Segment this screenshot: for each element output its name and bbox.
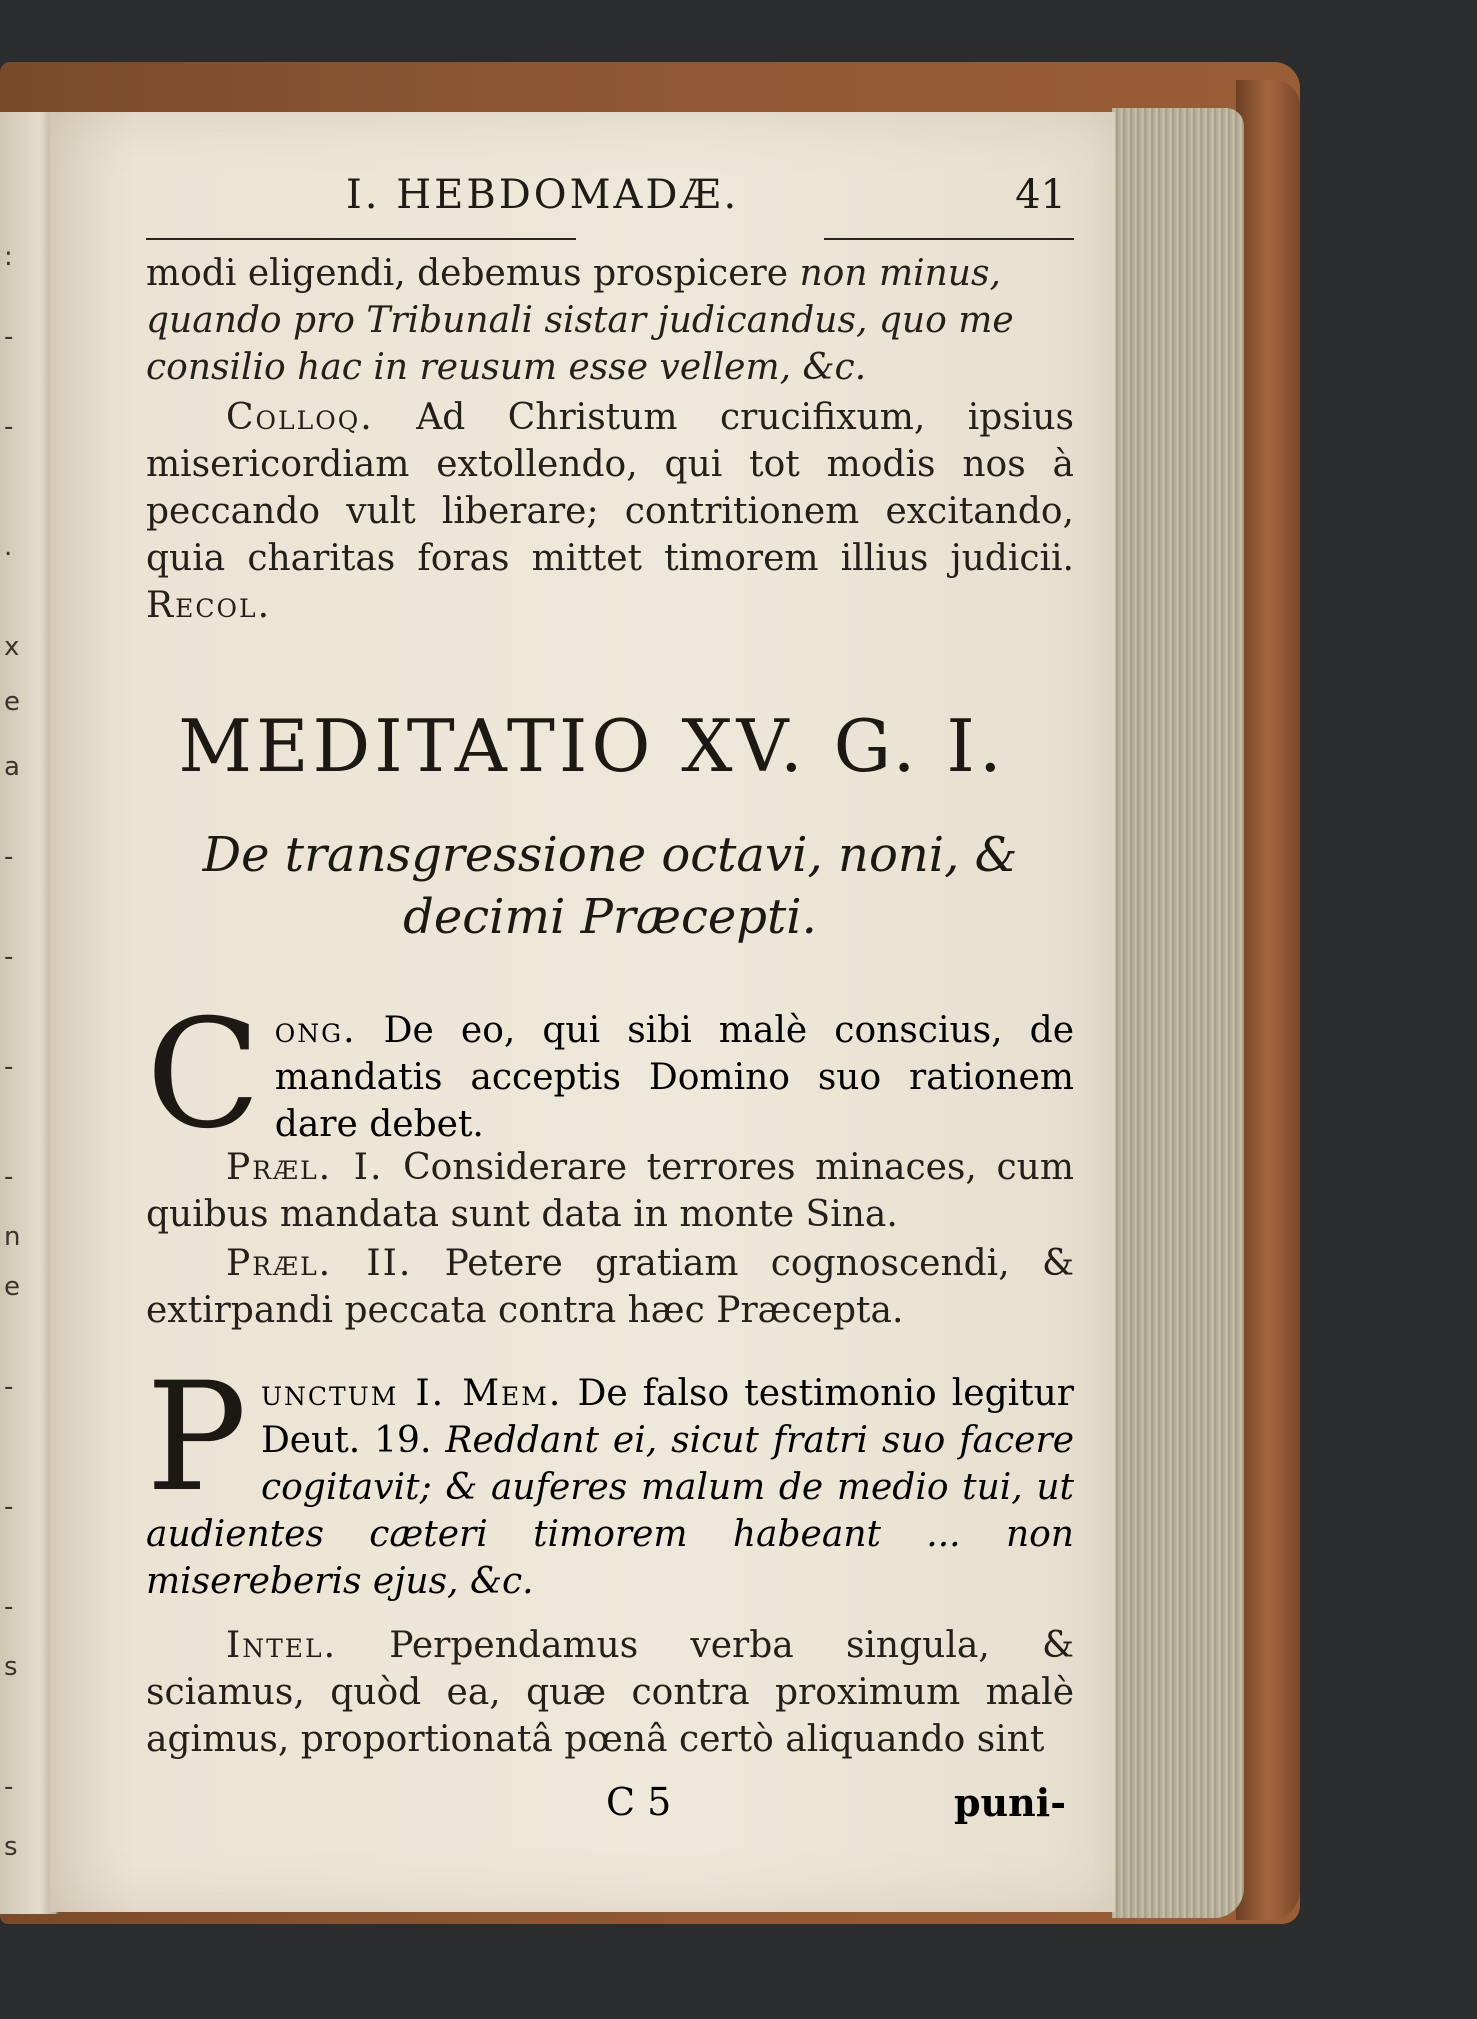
prev-page-mark: : <box>4 242 13 272</box>
prael-2-paragraph <box>146 1240 1074 1334</box>
prael-label: Præl. I. <box>226 1147 384 1188</box>
recol-label: Recol. <box>146 585 272 626</box>
book-spine-edge <box>1236 80 1300 1920</box>
prev-page-mark: - <box>4 412 14 442</box>
intel-text: Perpendamus verba singula, & sciamus, quòd ea, quæ contra proximum malè agimus, proportionatâ pœnâ certò aliquando sint <box>146 1625 1074 1760</box>
prev-page-mark: s <box>4 1652 18 1682</box>
page-number: 41 <box>1015 172 1066 218</box>
prev-page-mark: s <box>4 1832 18 1862</box>
prev-page-mark: - <box>4 1772 14 1802</box>
head-rule <box>824 238 1074 240</box>
signature-mark: C 5 <box>606 1780 672 1824</box>
page-fore-edge <box>1112 108 1244 1918</box>
prev-page-mark: - <box>4 1162 14 1192</box>
intro-italic: quando pro Tribunali sistar judicandus, quo me <box>146 300 1014 341</box>
intro-text: modi eligendi, debemus prospicere <box>146 253 800 294</box>
running-head <box>146 172 1074 232</box>
punctum-text: De falso testimonio legitur Deut. 19. <box>260 1373 1074 1461</box>
prev-page-mark: x <box>4 632 20 662</box>
prev-page-mark: - <box>4 322 14 352</box>
prael-label: Præl. II. <box>226 1243 413 1284</box>
colloquium-paragraph <box>146 394 1074 629</box>
meditation-title: MEDITATIO XV. G. I. <box>178 704 1006 788</box>
meditation-subtitle: De transgressione octavi, noni, & decimi Præcepti. <box>202 827 1018 945</box>
cong-text: De eo, qui sibi malè conscius, de mandatis acceptis Domino suo rationem dare debet. <box>274 1010 1074 1145</box>
catchline <box>146 1780 1074 1830</box>
head-rule <box>146 238 576 240</box>
intel-label: Intel. <box>226 1625 338 1666</box>
prev-page-mark: . <box>4 532 13 562</box>
prev-page-mark: - <box>4 1052 14 1082</box>
prev-page-mark: - <box>4 1492 14 1522</box>
prael-text: Considerare terrores minaces, cum quibus mandata sunt data in monte Sina. <box>146 1147 1074 1235</box>
prev-page-mark: - <box>4 842 14 872</box>
prev-page-mark: n <box>4 1222 21 1252</box>
prael-1-paragraph <box>146 1144 1074 1238</box>
intro-paragraph <box>146 250 1074 391</box>
punctum-paragraph <box>146 1351 1075 1605</box>
prev-page-mark: - <box>4 1372 14 1402</box>
cong-paragraph <box>146 988 1074 1162</box>
colloq-text: Ad Christum crucifixum, ipsius misericordiam extollendo, qui tot modis nos à peccando vult liberare; contritionem excitando, quia charitas foras mittet timorem illius judicii. <box>146 397 1074 579</box>
colloq-label: Colloq. <box>226 397 374 438</box>
punctum-quote: Reddant ei, sicut fratri suo facere cogitavit; & auferes malum de medio tui, ut audientes cæteri timorem habeant ... non misereberis ejus, &c. <box>146 1420 1075 1602</box>
prev-page-mark: e <box>4 687 20 717</box>
intro-italic: non minus, <box>799 253 1001 294</box>
prev-page-mark: - <box>4 1592 14 1622</box>
catchword: puni- <box>953 1780 1066 1825</box>
running-head-title: I. HEBDOMADÆ. <box>346 172 740 218</box>
drop-cap: P <box>146 1351 247 1525</box>
intro-italic: consilio hac in reusum esse vellem, &c. <box>146 347 867 388</box>
prev-page-mark: e <box>4 1272 20 1302</box>
book-page <box>50 112 1115 1912</box>
prael-text: Petere gratiam cognoscendi, & extirpandi peccata contra hæc Præcepta. <box>146 1243 1074 1331</box>
drop-cap: C <box>146 988 261 1162</box>
cong-label: ong. <box>274 1010 357 1051</box>
prev-page-mark: - <box>4 942 14 972</box>
prev-page-mark: a <box>4 752 20 782</box>
intel-paragraph <box>146 1622 1074 1763</box>
punctum-label: unctum I. Mem. <box>260 1373 563 1414</box>
